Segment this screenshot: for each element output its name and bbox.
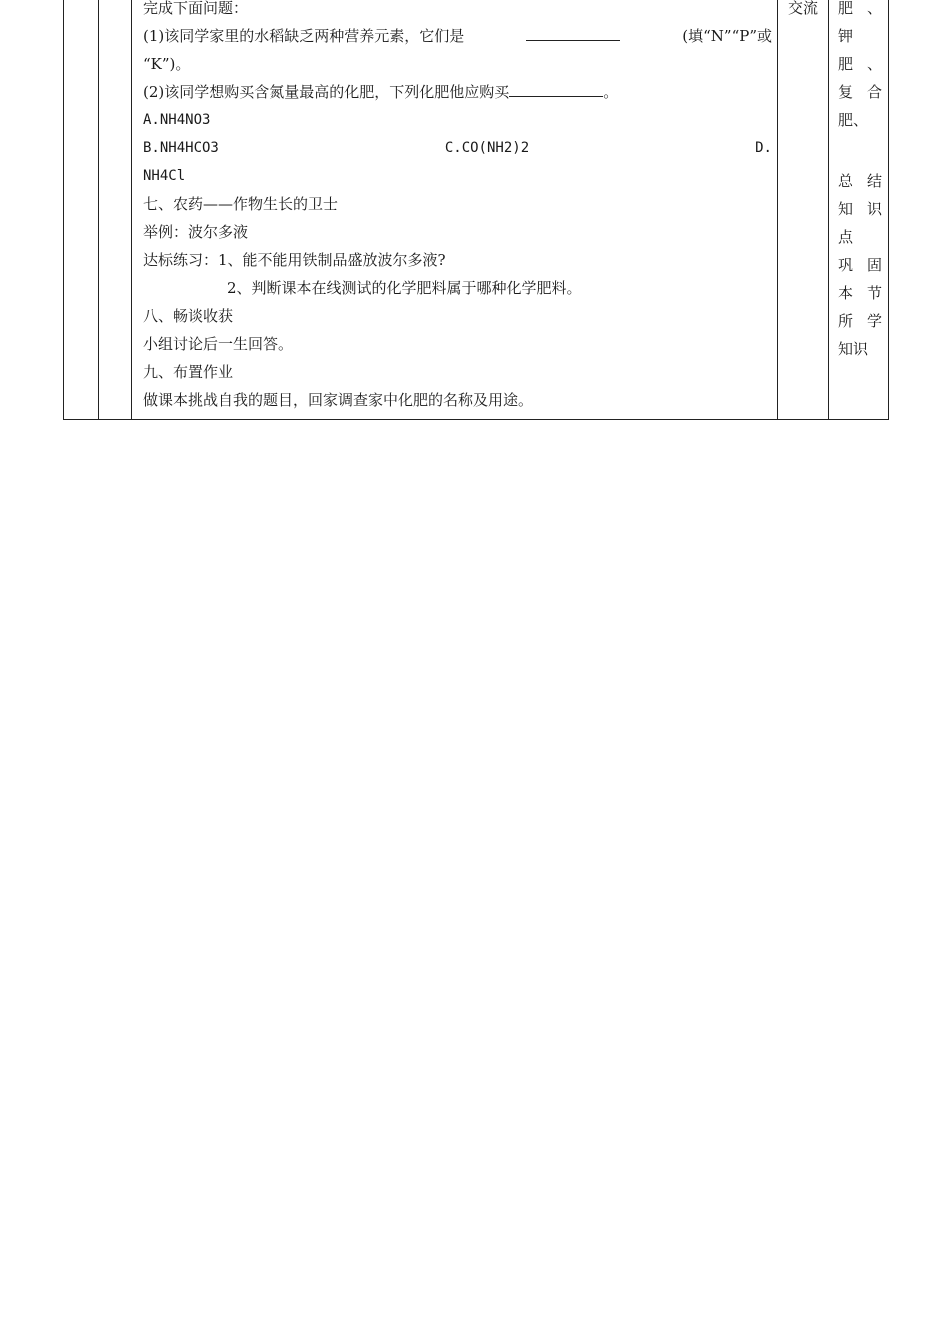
intent-char: 所: [838, 312, 854, 330]
intent-line: [838, 311, 882, 331]
question-1-continuation: “K”)。: [143, 55, 191, 73]
column-divider: [131, 0, 132, 419]
answer-blank-1: [526, 26, 620, 41]
intent-char: 肥: [838, 55, 854, 73]
intent-char: 识: [866, 200, 882, 218]
intent-line: [838, 227, 882, 247]
example-text: 举例：波尔多液: [143, 223, 249, 241]
intent-char: 钾: [838, 27, 854, 45]
practice-2: 2、判断课本在线测试的化学肥料属于哪种化学肥料。: [227, 279, 582, 297]
intent-line: [838, 339, 882, 359]
intro-text: 完成下面问题：: [143, 0, 249, 17]
question-2-suffix: 。: [603, 83, 619, 101]
intent-char: 节: [866, 284, 882, 302]
question-1-prefix: (1)该同学家里的水稻缺乏两种营养元素，它们是: [143, 27, 465, 45]
column-divider: [98, 0, 99, 419]
intent-char: 点: [838, 228, 854, 246]
question-2: [143, 82, 618, 102]
intent-line: [838, 0, 882, 18]
answer-blank-2: [509, 82, 603, 97]
intent-line: [838, 171, 882, 191]
question-1-suffix: (填“N”“P”或: [682, 27, 772, 45]
section-9-heading: 九、布置作业: [143, 363, 234, 381]
column-divider: [828, 0, 829, 419]
intent-char: 结: [866, 172, 882, 190]
option-d-continuation: NH4Cl: [143, 168, 186, 184]
lesson-table: [63, 0, 889, 420]
intent-char: 知识: [838, 340, 869, 358]
intent-line: [838, 199, 882, 219]
intent-char: 固: [866, 256, 882, 274]
intent-line: [838, 54, 882, 74]
column-divider: [777, 0, 778, 419]
intent-char: 复: [838, 83, 854, 101]
practice-1: 达标练习：1、能不能用铁制品盛放波尔多液?: [143, 251, 446, 269]
options-bcd: [143, 138, 772, 158]
intent-line: [838, 82, 882, 102]
intent-char: 、: [866, 55, 882, 73]
option-b: B.NH4HCO3: [143, 140, 219, 156]
question-1: [143, 26, 772, 46]
option-a: A.NH4NO3: [143, 112, 211, 128]
option-c: C.CO(NH2)2: [444, 140, 530, 156]
discussion-text: 小组讨论后一生回答。: [143, 335, 294, 353]
intent-char: 总: [838, 172, 854, 190]
intent-line: [838, 283, 882, 303]
option-d: D.: [755, 140, 772, 156]
intent-char: 肥、: [838, 111, 869, 129]
homework-text: 做课本挑战自我的题目，回家调查家中化肥的名称及用途。: [143, 391, 534, 409]
section-7-heading: 七、农药——作物生长的卫士: [143, 195, 339, 213]
intent-char: 肥: [838, 0, 854, 17]
intent-char: 本: [838, 284, 854, 302]
intent-line: [838, 110, 882, 130]
intent-char: 、: [866, 0, 882, 17]
intent-char: 学: [866, 312, 882, 330]
intent-char: 合: [866, 83, 882, 101]
intent-char: 知: [838, 200, 854, 218]
intent-line: [838, 26, 882, 46]
intent-char: 巩: [838, 256, 854, 274]
intent-line: [838, 255, 882, 275]
activity-label: 交流: [787, 0, 818, 17]
question-2-prefix: (2)该同学想购买含氮量最高的化肥，下列化肥他应购买: [143, 83, 510, 101]
section-8-heading: 八、畅谈收获: [143, 307, 234, 325]
